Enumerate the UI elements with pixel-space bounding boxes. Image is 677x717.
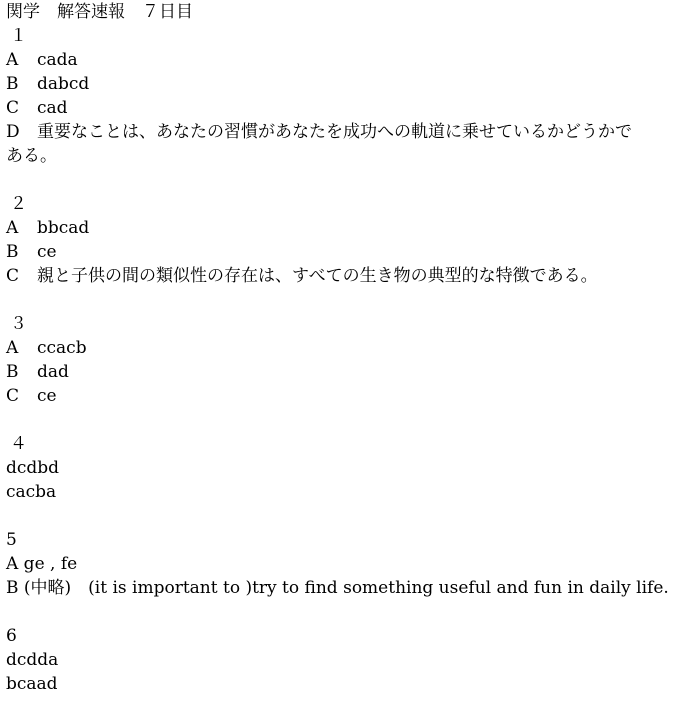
question-1-number: １ [10, 26, 27, 46]
question-3-answer-c [6, 384, 677, 408]
spacer [6, 600, 677, 624]
answer-value: ccacb [37, 338, 87, 358]
question-4-answer-line: cacba [6, 482, 57, 502]
question-2-number: ２ [10, 194, 27, 214]
answer-value: ce [37, 386, 57, 406]
question-3-answer-a [6, 336, 677, 360]
question-3-number: ３ [10, 314, 27, 334]
spacer [6, 504, 677, 528]
question-5-answer-a: A ge , fe [6, 554, 78, 574]
answer-value: dabcd [37, 74, 90, 94]
question-1-answer-c [6, 96, 677, 120]
spacer [6, 288, 677, 312]
answer-value: dad [37, 362, 69, 382]
answer-label: B [6, 362, 19, 382]
answer-label: A [6, 338, 19, 358]
question-6-number: 6 [6, 626, 17, 646]
answer-value: cad [37, 98, 68, 118]
question-4-number: ４ [10, 434, 27, 454]
question-6-answer-line: bcaad [6, 674, 58, 694]
answer-label: C [6, 98, 20, 118]
question-6-answer-line: dcdda [6, 650, 59, 670]
answer-value: bbcad [37, 218, 90, 238]
answer-label: D [6, 122, 20, 142]
question-1-answer-a [6, 48, 677, 72]
question-5-number: 5 [6, 530, 17, 550]
answer-label: B [6, 74, 19, 94]
question-2-answer-a [6, 216, 677, 240]
answer-value: 親と子供の間の類似性の存在は、すべての生き物の典型的な特徴である。 [37, 266, 598, 286]
question-3-answer-b [6, 360, 677, 384]
answer-value: cada [37, 50, 78, 70]
spacer [6, 168, 677, 192]
question-5-answer-b: B (中略) (it is important to )try to find something useful and fun in daily life. [6, 578, 669, 598]
question-2-answer-c [6, 264, 677, 288]
answer-value: 重要なことは、あなたの習慣があなたを成功への軌道に乗せているかどうかである。 [6, 122, 632, 166]
question-1-answer-d [6, 120, 636, 168]
answer-label: A [6, 218, 19, 238]
page-title: 関学 解答速報 ７日目 [6, 2, 193, 22]
spacer [6, 408, 677, 432]
answer-label: C [6, 386, 20, 406]
answer-label: B [6, 242, 19, 262]
question-4-answer-line: dcdbd [6, 458, 60, 478]
answer-value: ce [37, 242, 57, 262]
answer-label: A [6, 50, 19, 70]
answer-label: C [6, 266, 20, 286]
question-1-answer-b [6, 72, 677, 96]
question-2-answer-b [6, 240, 677, 264]
